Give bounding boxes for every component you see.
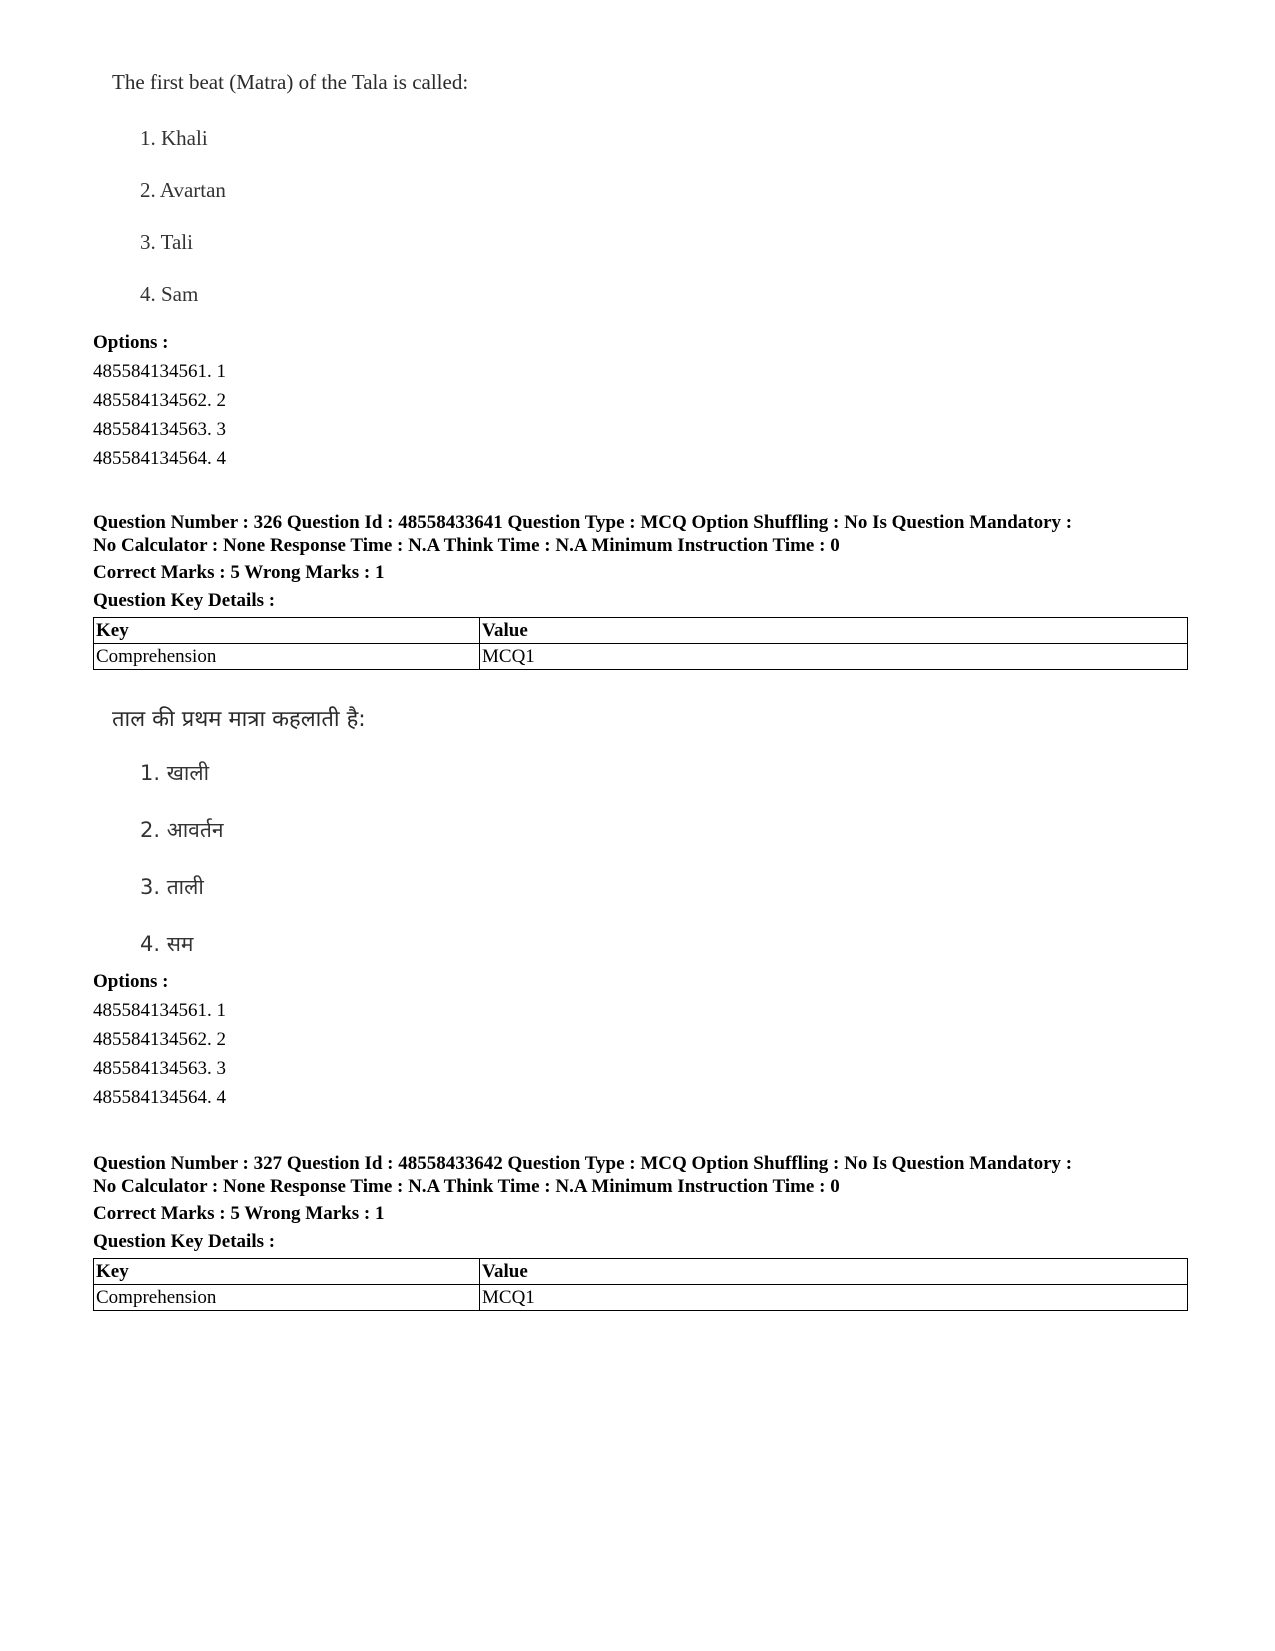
option-line: 485584134564. 4 [93,448,226,469]
options-title: Options : [93,971,169,992]
table-cell-key: Comprehension [94,644,480,670]
options-block [93,329,1183,473]
key-details-table [93,1258,1188,1311]
option-line: 485584134561. 1 [93,361,226,382]
table-header-row [94,1259,1188,1285]
table-header-key: Key [94,618,480,644]
options-block [93,968,1183,1112]
options-title: Options : [93,332,169,353]
question-image-english [112,70,469,306]
question-option: 2. Avartan [140,178,226,202]
question-meta-line: No Calculator : None Response Time : N.A Think Time : N.A Minimum Instruction Time : 0 [93,1176,840,1197]
question-stem: The first beat (Matra) of the Tala is called: [112,70,469,94]
option-line: 485584134563. 3 [93,419,226,440]
question-meta-line: No Calculator : None Response Time : N.A Think Time : N.A Minimum Instruction Time : 0 [93,535,840,556]
question-meta-line: Question Number : 327 Question Id : 48558433642 Question Type : MCQ Option Shuffling : No Is Question Mandatory : [93,1153,1073,1174]
question-meta-326 [93,511,1183,615]
table-header-row [94,618,1188,644]
table-header-value: Value [480,1259,1188,1285]
table-cell-value: MCQ1 [480,1285,1188,1311]
key-details-title: Question Key Details : [93,1231,276,1252]
table-cell-value: MCQ1 [480,644,1188,670]
table-header-key: Key [94,1259,480,1285]
marks-line: Correct Marks : 5 Wrong Marks : 1 [93,562,385,583]
option-line: 485584134561. 1 [93,1000,226,1021]
table-header-value: Value [480,618,1188,644]
option-line: 485584134562. 2 [93,1029,226,1050]
option-line: 485584134564. 4 [93,1087,226,1108]
table-row [94,644,1188,670]
option-line: 485584134562. 2 [93,390,226,411]
question-option: 1. खाली [140,761,210,785]
marks-line: Correct Marks : 5 Wrong Marks : 1 [93,1203,385,1224]
table-cell-key: Comprehension [94,1285,480,1311]
question-option: 4. Sam [140,282,199,306]
question-option: 3. ताली [140,875,204,899]
key-details-title: Question Key Details : [93,590,276,611]
question-stem: ताल की प्रथम मात्रा कहलाती है: [112,707,366,732]
key-details-table [93,617,1188,670]
question-meta-327 [93,1152,1183,1256]
option-line: 485584134563. 3 [93,1058,226,1079]
question-option: 2. आवर्तन [140,818,224,842]
question-meta-line: Question Number : 326 Question Id : 48558433641 Question Type : MCQ Option Shuffling : No Is Question Mandatory : [93,512,1073,533]
table-row [94,1285,1188,1311]
question-option: 1. Khali [140,126,208,150]
question-image-hindi [112,703,366,956]
question-option: 3. Tali [140,230,193,254]
question-option: 4. सम [140,932,194,956]
